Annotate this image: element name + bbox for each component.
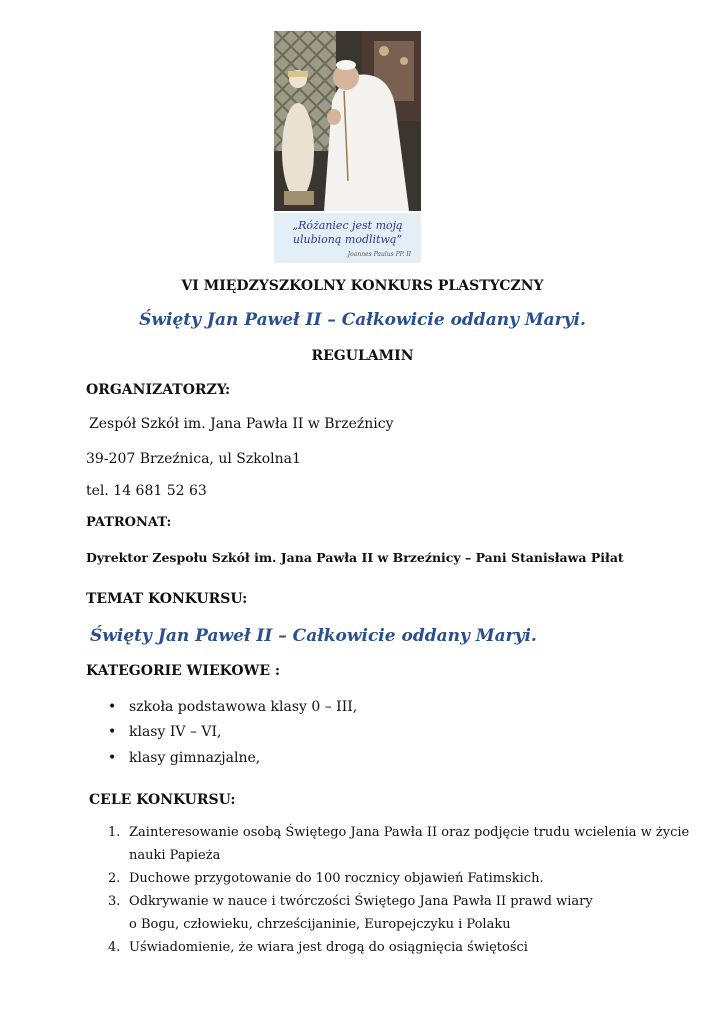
bullet-icon: • — [108, 699, 117, 715]
quote-caption — [274, 213, 421, 263]
goal-item-line: Uświadomienie, że wiara jest drogą do osiągnięcia świętości — [129, 940, 528, 955]
goals-heading: CELE KONKURSU: — [89, 792, 236, 808]
quote-line: ulubioną modlitwą” — [292, 233, 403, 246]
bullet-icon: • — [108, 750, 117, 766]
goal-number: 2. — [108, 871, 121, 886]
categories-heading: KATEGORIE WIEKOWE : — [86, 663, 281, 679]
goal-item-line: o Bogu, człowieku, chrześcijaninie, Europejczyku i Polaku — [129, 917, 511, 932]
goal-item-line: nauki Papieża — [129, 848, 221, 863]
goal-number: 1. — [108, 825, 121, 840]
handwritten-signature: Joannes Paulus PP. II — [347, 251, 411, 258]
goal-item-line: Odkrywanie w nauce i twórczości Świętego Jana Pawła II prawd wiary — [129, 894, 593, 909]
category-item: klasy gimnazjalne, — [129, 750, 261, 766]
organizers-heading: ORGANIZATORZY: — [86, 382, 231, 398]
organizer-phone: tel. 14 681 52 63 — [86, 483, 207, 499]
goal-item-line: Zainteresowanie osobą Świętego Jana Pawła II oraz podjęcie trudu wcielenia w życie — [129, 825, 690, 840]
goal-item-line: Duchowe przygotowanie do 100 rocznicy objawień Fatimskich. — [129, 871, 544, 886]
competition-heading: VI MIĘDZYSZKOLNY KONKURS PLASTYCZNY — [181, 278, 544, 294]
category-item: szkoła podstawowa klasy 0 – III, — [129, 699, 358, 715]
theme-heading: TEMAT KONKURSU: — [86, 591, 248, 607]
pope-photo — [274, 31, 421, 211]
competition-title: Święty Jan Paweł II – Całkowicie oddany Maryi. — [139, 310, 586, 330]
organizer-name: Zespół Szkół im. Jana Pawła II w Brzeźnicy — [89, 416, 394, 432]
patronat-heading: PATRONAT: — [86, 515, 172, 530]
patronat-text: Dyrektor Zespołu Szkół im. Jana Pawła II w Brzeźnicy – Pani Stanisława Piłat — [86, 550, 624, 565]
pope-photo-illustration — [274, 31, 421, 211]
category-item: klasy IV – VI, — [129, 724, 222, 740]
quote-line: „Różaniec jest moją — [292, 219, 403, 232]
goal-number: 4. — [108, 940, 121, 955]
theme-text: Święty Jan Paweł II – Całkowicie oddany Maryi. — [90, 626, 537, 646]
bullet-icon: • — [108, 724, 117, 740]
organizer-address: 39-207 Brzeźnica, ul Szkolna1 — [86, 451, 301, 467]
regulamin-heading: REGULAMIN — [311, 348, 414, 364]
goal-number: 3. — [108, 894, 121, 909]
